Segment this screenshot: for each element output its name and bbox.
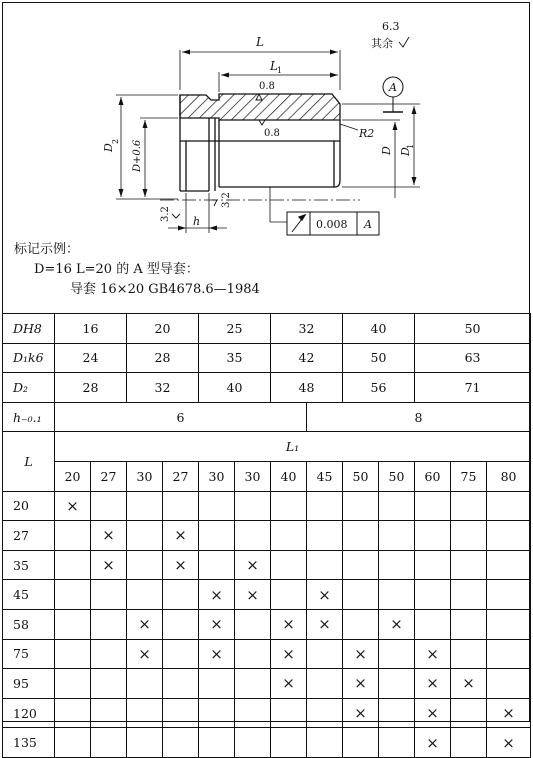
L-value: 95 bbox=[3, 669, 55, 699]
L1-value: 40 bbox=[271, 461, 307, 491]
matrix-cell bbox=[487, 580, 531, 610]
matrix-cell bbox=[163, 669, 199, 699]
roughness-3.2-left: 3.2 bbox=[160, 206, 171, 222]
row-h-cell: 8 bbox=[307, 402, 531, 432]
matrix-cell bbox=[199, 728, 235, 758]
matrix-cell bbox=[271, 491, 307, 521]
matrix-cell bbox=[271, 639, 307, 669]
row-h-cell: 6 bbox=[55, 402, 307, 432]
L-value: 45 bbox=[3, 580, 55, 610]
cross-mark: × bbox=[102, 526, 115, 545]
matrix-cell bbox=[415, 639, 451, 669]
roughness-rest: 其余 bbox=[371, 37, 393, 50]
L-value: 20 bbox=[3, 491, 55, 521]
matrix-cell bbox=[163, 580, 199, 610]
tolerance-datum: A bbox=[364, 218, 372, 231]
cross-mark: × bbox=[66, 496, 79, 515]
bushing-section bbox=[180, 94, 340, 120]
matrix-cell bbox=[235, 609, 271, 639]
dim-D2: D bbox=[102, 143, 115, 152]
matrix-cell bbox=[343, 609, 379, 639]
cross-mark: × bbox=[502, 733, 515, 752]
matrix-cell bbox=[271, 698, 307, 728]
row-d2-label: D₂ bbox=[3, 373, 55, 403]
example-heading: 标记示例： bbox=[14, 242, 80, 257]
table-row bbox=[3, 550, 531, 580]
matrix-cell bbox=[415, 491, 451, 521]
cross-mark: × bbox=[138, 644, 151, 663]
matrix-cell bbox=[415, 669, 451, 699]
matrix-cell bbox=[343, 728, 379, 758]
row-d1k6-cell: 50 bbox=[343, 343, 415, 373]
cross-mark: × bbox=[390, 615, 403, 634]
datum-A: A bbox=[389, 81, 397, 94]
L1-value: 50 bbox=[343, 461, 379, 491]
matrix-cell bbox=[451, 669, 487, 699]
matrix-cell bbox=[91, 550, 127, 580]
matrix-cell bbox=[415, 698, 451, 728]
matrix-cell bbox=[91, 609, 127, 639]
matrix-cell bbox=[415, 609, 451, 639]
matrix-cell bbox=[307, 669, 343, 699]
matrix-cell bbox=[307, 491, 343, 521]
matrix-cell bbox=[343, 669, 379, 699]
matrix-cell bbox=[235, 580, 271, 610]
matrix-cell bbox=[163, 728, 199, 758]
row-d1k6-cell: 63 bbox=[415, 343, 531, 373]
matrix-cell bbox=[199, 550, 235, 580]
row-dh8-cell: 50 bbox=[415, 314, 531, 344]
row-dh8-cell: 20 bbox=[127, 314, 199, 344]
matrix-cell bbox=[55, 550, 91, 580]
matrix-cell bbox=[127, 580, 163, 610]
dim-L1-sub: 1 bbox=[277, 66, 283, 75]
row-d2-cell: 48 bbox=[271, 373, 343, 403]
dim-h: h bbox=[193, 215, 201, 228]
matrix-cell bbox=[91, 728, 127, 758]
matrix-cell bbox=[343, 698, 379, 728]
roughness-0.8-top: 0.8 bbox=[259, 81, 275, 92]
matrix-cell bbox=[271, 609, 307, 639]
matrix-cell bbox=[55, 669, 91, 699]
cross-mark: × bbox=[210, 585, 223, 604]
cross-mark: × bbox=[282, 644, 295, 663]
matrix-cell bbox=[55, 491, 91, 521]
row-L1-values bbox=[3, 461, 531, 491]
spec-table bbox=[2, 313, 531, 758]
matrix-cell bbox=[451, 491, 487, 521]
matrix-cell bbox=[307, 550, 343, 580]
matrix-cell bbox=[91, 521, 127, 551]
matrix-cell bbox=[127, 521, 163, 551]
matrix-cell bbox=[487, 698, 531, 728]
row-h bbox=[3, 402, 531, 432]
cross-mark: × bbox=[462, 674, 475, 693]
matrix-cell bbox=[127, 698, 163, 728]
marking-example bbox=[14, 240, 260, 300]
cross-mark: × bbox=[318, 585, 331, 604]
cross-mark: × bbox=[426, 674, 439, 693]
dim-L: L bbox=[256, 35, 264, 49]
dim-D-tol: D+0.6 bbox=[132, 139, 143, 172]
cross-mark: × bbox=[318, 615, 331, 634]
row-dh8-cell: 25 bbox=[199, 314, 271, 344]
matrix-cell bbox=[55, 521, 91, 551]
matrix-cell bbox=[307, 728, 343, 758]
matrix-cell bbox=[487, 609, 531, 639]
table-row bbox=[3, 728, 531, 758]
L-value: 120 bbox=[3, 698, 55, 728]
matrix-cell bbox=[415, 580, 451, 610]
row-d2-cell: 40 bbox=[199, 373, 271, 403]
cross-mark: × bbox=[246, 556, 259, 575]
cross-mark: × bbox=[354, 704, 367, 723]
cross-mark: × bbox=[502, 704, 515, 723]
matrix-cell bbox=[271, 521, 307, 551]
matrix-cell bbox=[55, 639, 91, 669]
matrix-cell bbox=[235, 550, 271, 580]
matrix-cell bbox=[487, 728, 531, 758]
cross-mark: × bbox=[282, 615, 295, 634]
row-d1k6-label: D₁k6 bbox=[3, 343, 55, 373]
L-value: 58 bbox=[3, 609, 55, 639]
matrix-cell bbox=[307, 580, 343, 610]
dim-D1: D bbox=[399, 147, 412, 156]
L1-value: 27 bbox=[163, 461, 199, 491]
matrix-cell bbox=[127, 728, 163, 758]
matrix-cell bbox=[307, 639, 343, 669]
row-d2-cell: 32 bbox=[127, 373, 199, 403]
matrix-cell bbox=[235, 669, 271, 699]
matrix-cell bbox=[163, 609, 199, 639]
row-d1k6-cell: 28 bbox=[127, 343, 199, 373]
matrix-cell bbox=[487, 550, 531, 580]
row-dh8 bbox=[3, 314, 531, 344]
matrix-cell bbox=[451, 698, 487, 728]
L1-value: 30 bbox=[199, 461, 235, 491]
L-value: 135 bbox=[3, 728, 55, 758]
matrix-cell bbox=[127, 609, 163, 639]
table-row bbox=[3, 639, 531, 669]
matrix-cell bbox=[271, 728, 307, 758]
matrix-cell bbox=[163, 550, 199, 580]
row-dh8-cell: 40 bbox=[343, 314, 415, 344]
matrix-cell bbox=[451, 728, 487, 758]
row-d2-cell: 71 bbox=[415, 373, 531, 403]
cross-mark: × bbox=[354, 674, 367, 693]
roughness-3.2-right: 3.2 bbox=[221, 192, 232, 208]
cross-mark: × bbox=[174, 526, 187, 545]
matrix-cell bbox=[451, 609, 487, 639]
matrix-cell bbox=[235, 491, 271, 521]
matrix-cell bbox=[199, 491, 235, 521]
matrix-cell bbox=[379, 580, 415, 610]
cross-mark: × bbox=[210, 615, 223, 634]
cross-mark: × bbox=[426, 733, 439, 752]
row-dh8-cell: 32 bbox=[271, 314, 343, 344]
row-dh8-cell: 16 bbox=[55, 314, 127, 344]
matrix-cell bbox=[415, 550, 451, 580]
row-h-label: h₋₀.₁ bbox=[3, 402, 55, 432]
L1-value: 60 bbox=[415, 461, 451, 491]
matrix-cell bbox=[199, 698, 235, 728]
matrix-cell bbox=[199, 639, 235, 669]
row-dh8-label: DH8 bbox=[3, 314, 55, 344]
L1-value: 20 bbox=[55, 461, 91, 491]
L1-value: 75 bbox=[451, 461, 487, 491]
dim-D: D bbox=[380, 146, 393, 155]
row-d2-cell: 56 bbox=[343, 373, 415, 403]
matrix-cell bbox=[91, 639, 127, 669]
matrix-cell bbox=[487, 639, 531, 669]
matrix-cell bbox=[451, 639, 487, 669]
matrix-cell bbox=[343, 521, 379, 551]
matrix-cell bbox=[127, 639, 163, 669]
table-row bbox=[3, 669, 531, 699]
matrix-cell bbox=[91, 669, 127, 699]
L-value: 75 bbox=[3, 639, 55, 669]
cross-mark: × bbox=[210, 644, 223, 663]
row-d2-cell: 28 bbox=[55, 373, 127, 403]
row-d1k6-cell: 24 bbox=[55, 343, 127, 373]
matrix-cell bbox=[91, 698, 127, 728]
matrix-cell bbox=[199, 669, 235, 699]
matrix-cell bbox=[343, 639, 379, 669]
matrix-cell bbox=[163, 639, 199, 669]
table-row bbox=[3, 521, 531, 551]
matrix-cell bbox=[55, 728, 91, 758]
cross-mark: × bbox=[426, 644, 439, 663]
matrix-cell bbox=[379, 609, 415, 639]
cross-mark: × bbox=[246, 585, 259, 604]
roughness-top: 6.3 bbox=[382, 20, 400, 33]
matrix-cell bbox=[379, 669, 415, 699]
cross-mark: × bbox=[282, 674, 295, 693]
L-value: 35 bbox=[3, 550, 55, 580]
table-row bbox=[3, 698, 531, 728]
L1-value: 45 bbox=[307, 461, 343, 491]
matrix-cell bbox=[451, 550, 487, 580]
matrix-cell bbox=[91, 491, 127, 521]
matrix-cell bbox=[307, 609, 343, 639]
matrix-cell bbox=[271, 580, 307, 610]
matrix-cell bbox=[343, 491, 379, 521]
matrix-cell bbox=[55, 698, 91, 728]
row-d2 bbox=[3, 373, 531, 403]
matrix-cell bbox=[379, 698, 415, 728]
L1-value: 50 bbox=[379, 461, 415, 491]
L-value: 27 bbox=[3, 521, 55, 551]
matrix-cell bbox=[235, 728, 271, 758]
matrix-cell bbox=[163, 491, 199, 521]
dim-D1-sub: 1 bbox=[406, 143, 415, 149]
table-row bbox=[3, 491, 531, 521]
L-header: L bbox=[3, 432, 55, 491]
matrix-cell bbox=[415, 728, 451, 758]
matrix-cell bbox=[235, 521, 271, 551]
L1-value: 80 bbox=[487, 461, 531, 491]
matrix-cell bbox=[379, 728, 415, 758]
matrix-cell bbox=[379, 491, 415, 521]
matrix-cell bbox=[91, 580, 127, 610]
cross-mark: × bbox=[174, 556, 187, 575]
matrix-cell bbox=[487, 521, 531, 551]
cross-mark: × bbox=[426, 704, 439, 723]
matrix-cell bbox=[271, 669, 307, 699]
matrix-cell bbox=[127, 550, 163, 580]
matrix-cell bbox=[487, 669, 531, 699]
matrix-cell bbox=[451, 580, 487, 610]
matrix-cell bbox=[55, 580, 91, 610]
tolerance-value: 0.008 bbox=[316, 218, 348, 231]
dim-L1: L bbox=[270, 59, 278, 73]
matrix-cell bbox=[163, 521, 199, 551]
matrix-cell bbox=[235, 639, 271, 669]
cross-mark: × bbox=[354, 644, 367, 663]
dim-D2-sub: 2 bbox=[111, 138, 120, 144]
matrix-cell bbox=[379, 550, 415, 580]
matrix-cell bbox=[379, 521, 415, 551]
matrix-cell bbox=[487, 491, 531, 521]
matrix-cell bbox=[343, 580, 379, 610]
row-d1k6-cell: 35 bbox=[199, 343, 271, 373]
matrix-cell bbox=[163, 698, 199, 728]
matrix-cell bbox=[127, 491, 163, 521]
radius-R2: R2 bbox=[359, 127, 375, 140]
row-d1k6-cell: 42 bbox=[271, 343, 343, 373]
guide-bushing-drawing bbox=[0, 0, 533, 238]
matrix-cell bbox=[55, 609, 91, 639]
example-line-1: D=16 L=20 的 A 型导套： bbox=[34, 262, 199, 277]
cross-mark: × bbox=[138, 615, 151, 634]
matrix-cell bbox=[199, 521, 235, 551]
table-row bbox=[3, 609, 531, 639]
L1-value: 27 bbox=[91, 461, 127, 491]
L1-header: L₁ bbox=[55, 432, 531, 462]
matrix-cell bbox=[415, 521, 451, 551]
example-line-2: 导套 16×20 GB4678.6—1984 bbox=[70, 282, 260, 297]
matrix-cell bbox=[235, 698, 271, 728]
row-L1-header bbox=[3, 432, 531, 462]
matrix-cell bbox=[199, 609, 235, 639]
matrix-cell bbox=[271, 550, 307, 580]
matrix-cell bbox=[199, 580, 235, 610]
roughness-0.8-bore: 0.8 bbox=[264, 128, 280, 139]
table-row bbox=[3, 580, 531, 610]
matrix-cell bbox=[307, 698, 343, 728]
matrix-cell bbox=[451, 521, 487, 551]
cross-mark: × bbox=[102, 556, 115, 575]
row-d1k6 bbox=[3, 343, 531, 373]
matrix-cell bbox=[343, 550, 379, 580]
L1-value: 30 bbox=[235, 461, 271, 491]
matrix-cell bbox=[307, 521, 343, 551]
L1-value: 30 bbox=[127, 461, 163, 491]
matrix-cell bbox=[379, 639, 415, 669]
matrix-cell bbox=[127, 669, 163, 699]
